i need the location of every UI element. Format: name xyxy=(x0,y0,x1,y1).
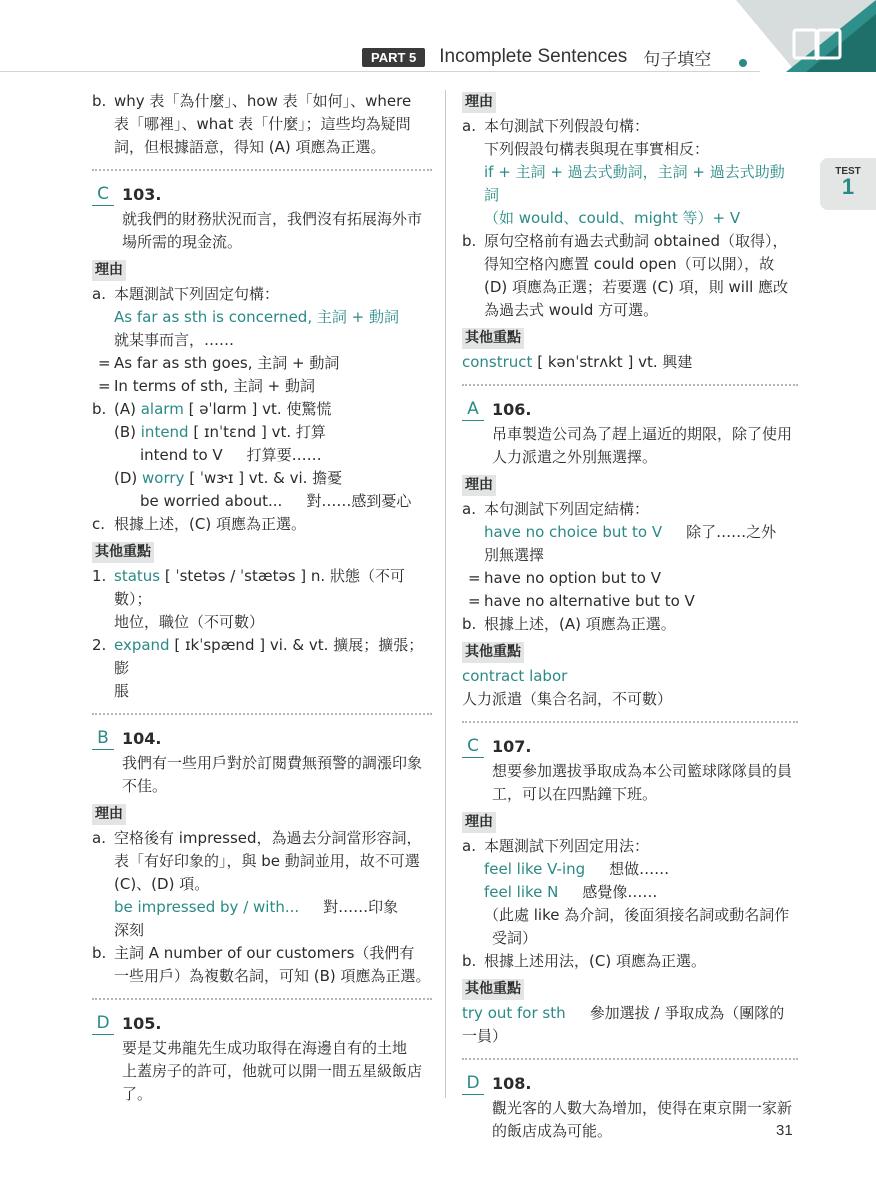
column-divider xyxy=(445,90,446,1098)
text-line: why 表「為什麼」、how 表「如何」、where xyxy=(114,92,412,110)
key-phrase: feel like V-ing xyxy=(484,860,586,878)
vocab-definition: 參加選拔 / 爭取成為（團隊的 xyxy=(589,1004,785,1022)
text-line: 本題測試下列固定句構： xyxy=(114,285,280,303)
text-line: 觀光客的人數大為增加，使得在東京開一家新 xyxy=(492,1099,793,1117)
vocab-word: intend xyxy=(140,423,189,441)
key-phrase: feel like N xyxy=(484,883,559,901)
left-column xyxy=(92,90,432,1106)
text-line: 根據上述，(A) 項應為正選。 xyxy=(484,615,676,633)
vocab-word: status xyxy=(114,567,161,585)
item-label: c. xyxy=(92,515,106,533)
text-line: 上蓋房子的許可，他就可以開一間五星級飯店 xyxy=(122,1062,423,1080)
text-line: 根據上述，(C) 項應為正選。 xyxy=(114,515,306,533)
equals-sign: = xyxy=(98,377,111,395)
usage-meaning: 除了……之外 xyxy=(686,523,777,541)
item-label: b. xyxy=(462,615,477,633)
test-side-tab xyxy=(820,158,876,210)
page-header xyxy=(0,0,876,80)
item-label: b. xyxy=(92,400,107,418)
header-bar xyxy=(362,44,711,70)
text-line: 工，可以在四點鐘下班。 xyxy=(492,785,658,803)
item-label: a. xyxy=(92,829,106,847)
text-line: 別無選擇 xyxy=(484,546,545,564)
reason-tag: 理由 xyxy=(462,812,496,833)
answer-letter: B xyxy=(92,727,114,750)
answer-letter: C xyxy=(462,735,484,758)
question-number: 108. xyxy=(492,1074,532,1093)
question-number: 103. xyxy=(122,185,162,204)
equals-sign: = xyxy=(468,592,481,610)
dotted-separator xyxy=(92,713,432,715)
vocab-definition: [ əˈlɑrm ] vt. 使驚慌 xyxy=(183,400,332,418)
text-line: 本句測試下列假設句構： xyxy=(484,117,650,135)
text-line: 要是艾弗龍先生成功取得在海邊自有的土地 xyxy=(122,1039,408,1057)
key-phrase: （如 would、could、might 等）+ V xyxy=(484,209,741,227)
dotted-separator xyxy=(92,169,432,171)
usage-meaning: 打算要…… xyxy=(246,446,322,464)
item-label: b. xyxy=(92,92,107,110)
text-line: 想要參加選拔爭取成為本公司籃球隊隊員的員 xyxy=(492,762,793,780)
vocab-word: try out for sth xyxy=(462,1004,566,1022)
text-line: 深刻 xyxy=(114,921,145,939)
translation xyxy=(462,423,798,469)
text-line: (D) 項應為正選；若要選 (C) 項，則 will 應改 xyxy=(484,278,789,296)
text-line: 場所需的現金流。 xyxy=(122,233,243,251)
text-line: 表「哪裡」、what 表「什麼」；這些均為疑問 xyxy=(114,115,411,133)
dotted-separator xyxy=(462,384,798,386)
reason-tag: 理由 xyxy=(462,92,496,113)
answer-letter: D xyxy=(462,1072,484,1095)
question-108 xyxy=(462,1072,798,1143)
reason-tag: 理由 xyxy=(92,260,126,281)
text-line: 本題測試下列固定用法： xyxy=(484,837,650,855)
header-rule xyxy=(0,71,760,72)
key-phrase: have no choice but to V xyxy=(484,523,663,541)
page-number: 31 xyxy=(776,1122,793,1139)
item-label: a. xyxy=(92,285,106,303)
equivalent-phrase: As far as sth goes, 主詞 + 動詞 xyxy=(114,354,340,372)
vocab-word: construct xyxy=(462,353,533,371)
book-icon xyxy=(792,24,842,64)
item-label: a. xyxy=(462,117,476,135)
other-points-tag: 其他重點 xyxy=(462,328,524,349)
right-column xyxy=(462,90,798,1143)
explanation-b xyxy=(92,90,432,159)
question-number: 105. xyxy=(122,1014,162,1033)
vocab-word: alarm xyxy=(140,400,184,418)
text-line: 表「有好印象的」，與 be 動詞並用，故不可選 xyxy=(114,852,420,870)
option-prefix: (B) xyxy=(114,423,141,441)
text-line: 人力派遣之外別無選擇。 xyxy=(492,448,658,466)
question-number: 104. xyxy=(122,729,162,748)
vocab-word: worry xyxy=(142,469,185,487)
text-line: 受詞） xyxy=(492,929,538,947)
bullet-dot-icon xyxy=(738,58,748,68)
vocab-word: expand xyxy=(114,636,170,654)
item-label: 1. xyxy=(92,567,107,585)
usage-meaning: 想做…… xyxy=(609,860,670,878)
text-line: 我們有一些用戶對於訂閱費無預警的調漲印象 xyxy=(122,754,423,772)
translation xyxy=(462,760,798,806)
key-phrase: if + 主詞 + 過去式動詞，主詞 + 過去式助動詞 xyxy=(484,163,785,204)
section-title-cn: 句子填空 xyxy=(643,49,712,70)
text-line: 下列假設句構表與現在事實相反： xyxy=(484,140,710,158)
item-label: a. xyxy=(462,837,476,855)
text-line: （此處 like 為介詞，後面須接名詞或動名詞作 xyxy=(484,906,790,924)
dotted-separator xyxy=(92,998,432,1000)
equivalent-phrase: have no option but to V xyxy=(484,569,661,587)
text-line: 根據上述用法，(C) 項應為正選。 xyxy=(484,952,706,970)
section-title: Incomplete Sentences xyxy=(439,46,628,67)
vocab-definition: [ ˈstetəs / ˈstætəs ] n. 狀態（不可數）； xyxy=(114,567,405,608)
text-line: 一些用戶）為複數名詞，可知 (B) 項應為正選。 xyxy=(114,967,431,985)
text-line: 主詞 A number of our customers（我們有 xyxy=(114,944,415,962)
usage-phrase: be worried about... xyxy=(140,492,283,510)
text-line: 不佳。 xyxy=(122,777,168,795)
translation xyxy=(92,208,432,254)
text-line: 原句空格前有過去式動詞 obtained（取得）， xyxy=(484,232,788,250)
dotted-separator xyxy=(462,1058,798,1060)
text-line: 一員） xyxy=(462,1027,508,1045)
reason-tag: 理由 xyxy=(462,475,496,496)
text-line: 為過去式 would 方可選。 xyxy=(484,301,659,319)
text-line: (C)、(D) 項。 xyxy=(114,875,210,893)
usage-meaning: 感覺像…… xyxy=(582,883,658,901)
translation xyxy=(462,1097,798,1143)
question-103 xyxy=(92,183,432,703)
question-107 xyxy=(462,735,798,1048)
question-number: 107. xyxy=(492,737,532,756)
text-line: 就我們的財務狀況而言，我們沒有拓展海外市 xyxy=(122,210,423,228)
key-phrase: be impressed by / with... xyxy=(114,898,300,916)
text-line: 得知空格內應置 could open（可以開），故 xyxy=(484,255,775,273)
dotted-separator xyxy=(462,721,798,723)
other-points-tag: 其他重點 xyxy=(462,979,524,1000)
text-line: 吊車製造公司為了趕上逼近的期限，除了使用 xyxy=(492,425,793,443)
text-line: 地位，職位（不可數） xyxy=(114,613,265,631)
key-phrase: As far as sth is concerned, 主詞 + 動詞 xyxy=(114,308,399,326)
question-105-reason xyxy=(462,90,798,374)
text-line: 本句測試下列固定結構： xyxy=(484,500,650,518)
translation xyxy=(92,1037,432,1106)
item-label: b. xyxy=(462,232,477,250)
text-line: 空格後有 impressed，為過去分詞當形容詞， xyxy=(114,829,422,847)
equivalent-phrase: have no alternative but to V xyxy=(484,592,695,610)
part-badge: PART 5 xyxy=(362,48,425,67)
text-line: 就某事而言，…… xyxy=(114,331,235,349)
vocab-definition: [ kənˈstrʌkt ] vt. 興建 xyxy=(532,353,693,371)
question-105 xyxy=(92,1012,432,1106)
item-label: b. xyxy=(462,952,477,970)
answer-letter: A xyxy=(462,398,484,421)
test-tab-label: TEST xyxy=(835,166,861,177)
text-line: 脹 xyxy=(114,682,130,700)
question-number: 106. xyxy=(492,400,532,419)
vocab-definition: 人力派遣（集合名詞，不可數） xyxy=(462,690,673,708)
equivalent-phrase: In terms of sth, 主詞 + 動詞 xyxy=(114,377,315,395)
other-points-tag: 其他重點 xyxy=(92,542,154,563)
usage-meaning: 對……感到憂心 xyxy=(306,492,412,510)
reason-tag: 理由 xyxy=(92,804,126,825)
question-104 xyxy=(92,727,432,988)
item-label: a. xyxy=(462,500,476,518)
equals-sign: = xyxy=(98,354,111,372)
test-tab-number: 1 xyxy=(841,174,855,199)
option-prefix: (D) xyxy=(114,469,143,487)
answer-letter: C xyxy=(92,183,114,206)
vocab-definition: [ ˈwɝɪ ] vt. & vi. 擔憂 xyxy=(184,469,343,487)
answer-letter: D xyxy=(92,1012,114,1035)
other-points-tag: 其他重點 xyxy=(462,642,524,663)
text-line: 的飯店成為可能。 xyxy=(492,1122,613,1140)
vocab-definition: [ ɪnˈtɛnd ] vt. 打算 xyxy=(188,423,326,441)
equals-sign: = xyxy=(468,569,481,587)
translation xyxy=(92,752,432,798)
text-line: 了。 xyxy=(122,1085,153,1103)
vocab-definition: [ ɪkˈspænd ] vi. & vt. 擴展；擴張；膨 xyxy=(114,636,424,677)
vocab-word: contract labor xyxy=(462,667,568,685)
option-prefix: (A) xyxy=(114,400,141,418)
usage-meaning: 對……印象 xyxy=(323,898,399,916)
usage-phrase: intend to V xyxy=(140,446,223,464)
item-label: 2. xyxy=(92,636,107,654)
text-line: 詞，但根據語意，得知 (A) 項應為正選。 xyxy=(114,138,386,156)
item-label: b. xyxy=(92,944,107,962)
question-106 xyxy=(462,398,798,711)
